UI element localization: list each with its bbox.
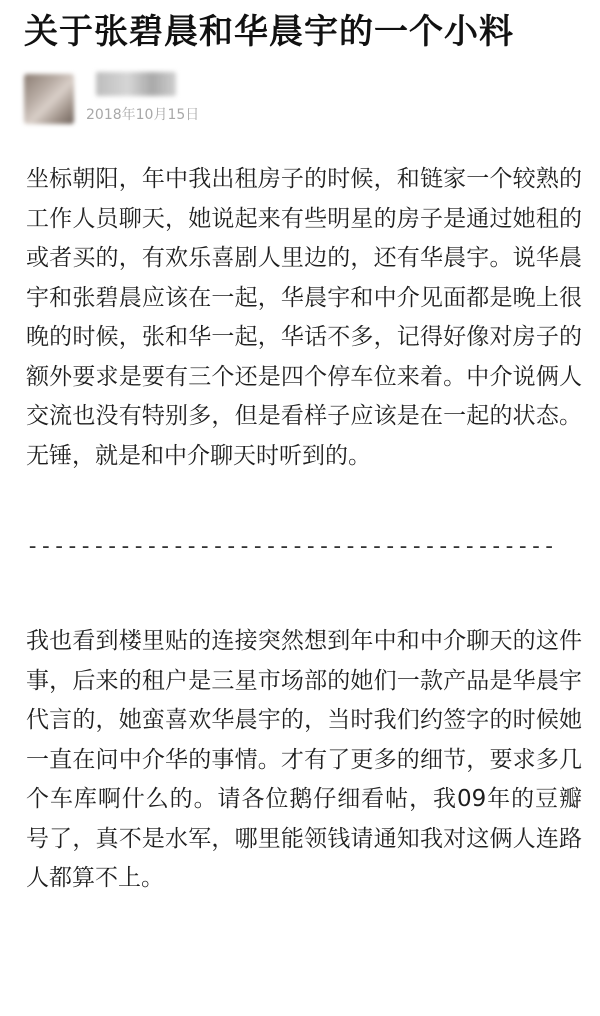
post-paragraph: 我也看到楼里贴的连接突然想到年中和中介聊天的这件事，后来的租户是三星市场部的她们一款产品是华晨宇代言的，她蛮喜欢华晨宇的，当时我们约签字的时候她一直在问中介华的事情。才有了更多的细节，要求多几个车库啊什么的。请各位鹅仔细看帖，我09年的豆瓣号了，真不是水军，哪里能领钱请通知我对这俩人连路人都算不上。 — [26, 628, 582, 891]
author-name-blurred[interactable] — [96, 72, 176, 96]
post-title: 关于张碧晨和华晨宇的一个小料 — [24, 12, 514, 52]
divider-line: ---------------------------------------- — [26, 534, 556, 559]
post-content — [26, 160, 582, 899]
post-date: 2018年10月15日 — [86, 107, 200, 123]
post-paragraph: 坐标朝阳，年中我出租房子的时候，和链家一个较熟的工作人员聊天，她说起来有些明星的房子是通过她租的或者买的，有欢乐喜剧人里边的，还有华晨宇。说华晨宇和张碧晨应该在一起，华晨宇和中介见面都是晚上很晚的时候，张和华一起，华话不多，记得好像对房子的额外要求是要有三个还是四个停车位来着。中介说俩人交流也没有特别多，但是看样子应该是在一起的状态。无锤，就是和中介聊天时听到的。 — [26, 166, 582, 469]
author-row — [24, 68, 584, 128]
avatar[interactable] — [24, 74, 74, 124]
